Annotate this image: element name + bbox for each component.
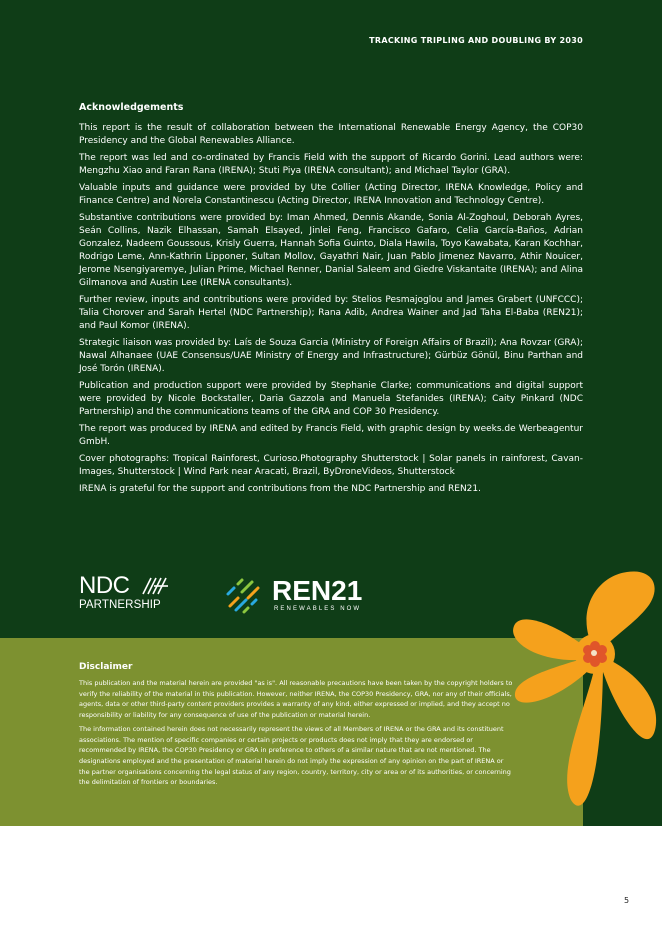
disclaimer-section <box>79 662 515 791</box>
ren21-burst-icon <box>224 576 264 614</box>
ack-paragraph: Substantive contributions were provided by: Iman Ahmed, Dennis Akande, Sonia Al-Zoghoul, Deborah Ayres, Seán Collins, Nazik Elhassan, Samah Elsayed, Jinlei Feng, Francisco Gafaro, Celia García-Baños, Adrian Gonzalez, Nadeem Goussous, Krisly Guerra, Hannah Sofia Guinto, Diala Hawila, Toyo Kawabata, Karan Kochhar, Rodrigo Leme, Ann-Kathrin Lipponer, Sultan Mollov, Gayathri Nair, Juan Pablo Jimenez Navarro, Athir Nouicer, Jerome Nsengiyaremye, Julian Prime, Michael Renner, Danial Saleem and Giedre Viskantaite (IRENA); and Alina Gilmanova and Austin Lee (IRENA consultants). <box>79 213 583 288</box>
ren21-logo <box>224 576 384 616</box>
ndc-logo-word: NDC <box>79 572 130 599</box>
ack-paragraph: IRENA is grateful for the support and contributions from the NDC Partnership and REN21. <box>79 484 481 494</box>
ack-paragraph: The report was produced by IRENA and edited by Francis Field, with graphic design by weeks.de Werbeagentur GmbH. <box>79 424 583 447</box>
ndc-swoosh-icon <box>141 576 169 596</box>
ack-paragraph: Strategic liaison was provided by: Laís de Souza Garcia (Ministry of Foreign Affairs of Brazil); Ana Rovzar (GRA); Nawal Alhanaee (UAE Consensus/UAE Ministry of Energy and Infrastructure); Gürbüz Gönül, Binu Parthan and José Torón (IRENA). <box>79 338 583 374</box>
acknowledgements-section <box>79 102 583 500</box>
ren21-logo-subtitle: RENEWABLES NOW <box>274 606 362 612</box>
disclaimer-heading: Disclaimer <box>79 662 133 672</box>
acknowledgements-heading: Acknowledgements <box>79 102 184 113</box>
partner-logos <box>79 574 399 616</box>
disclaimer-paragraph: The information contained herein does not necessarily represent the views of all Members of IRENA or the GRA and its constituent associations. The mention of specific companies or certain projects or products does not imply that they are endorsed or recommended by IRENA, the COP30 Presidency or GRA in preference to others of a similar nature that are not mentioned. The designations employed and the presentation of material herein do not imply the expression of any opinion on the part of IRENA or the partner organisations concerning the legal status of any region, country, territory, city or area or of its authorities, or concerning the delimitation of frontiers or boundaries. <box>79 724 511 787</box>
ack-paragraph: Publication and production support were provided by Stephanie Clarke; communications and digital support were provided by Nicole Bockstaller, Daria Gazzola and Manuela Stefanides (IRENA); Caity Pinkard (NDC Partnership) and the communications teams of the GRA and COP 30 Presidency. <box>79 381 583 417</box>
running-header-title: TRACKING TRIPLING AND DOUBLING BY 2030 <box>369 36 583 45</box>
page-number: 5 <box>624 896 630 905</box>
disclaimer-paragraph: This publication and the material herein are provided "as is". All reasonable precautions have been taken by the copyright holders to verify the reliability of the material in this publication. However, neither IRENA, the COP30 Presidency, GRA, nor any of their officials, agents, data or other third-party content providers provides a warranty of any kind, either expressed or implied, and they accept no responsibility or liability for any consequence of use of the publication or material herein. <box>79 679 513 720</box>
ack-paragraph: Valuable inputs and guidance were provided by Ute Collier (Acting Director, IRENA Knowledge, Policy and Finance Centre) and Norela Constantinescu (Acting Director, IRENA Innovation and Technology Centre). <box>79 183 583 206</box>
ack-paragraph: Further review, inputs and contributions were provided by: Stelios Pesmajoglou and James Grabert (UNFCCC); Talia Chorover and Sarah Hertel (NDC Partnership); Rana Adib, Andrea Wainer and Jad Taha El-Baba (REN21); and Paul Komor (IRENA). <box>79 295 583 331</box>
ren21-logo-word: REN21 <box>272 575 363 606</box>
ndc-partnership-logo <box>79 574 171 614</box>
ack-paragraph: Cover photographs: Tropical Rainforest, Curioso.Photography Shutterstock | Solar panels in rainforest, Cavan-Images, Shutterstock | Wind Park near Aracati, Brazil, ByDroneVideos, Shutterstock <box>79 454 583 477</box>
orange-flower-illustration <box>505 570 662 810</box>
ack-paragraph: The report was led and co-ordinated by Francis Field with the support of Ricardo Gorini. Lead authors were: Mengzhu Xiao and Faran Rana (IRENA); Stuti Piya (IRENA consultant); and Michael Taylor (GRA). <box>79 153 583 176</box>
ack-paragraph: This report is the result of collaboration between the International Renewable Energy Agency, the COP30 Presidency and the Global Renewables Alliance. <box>79 123 583 146</box>
ndc-logo-subtitle: PARTNERSHIP <box>79 599 161 611</box>
